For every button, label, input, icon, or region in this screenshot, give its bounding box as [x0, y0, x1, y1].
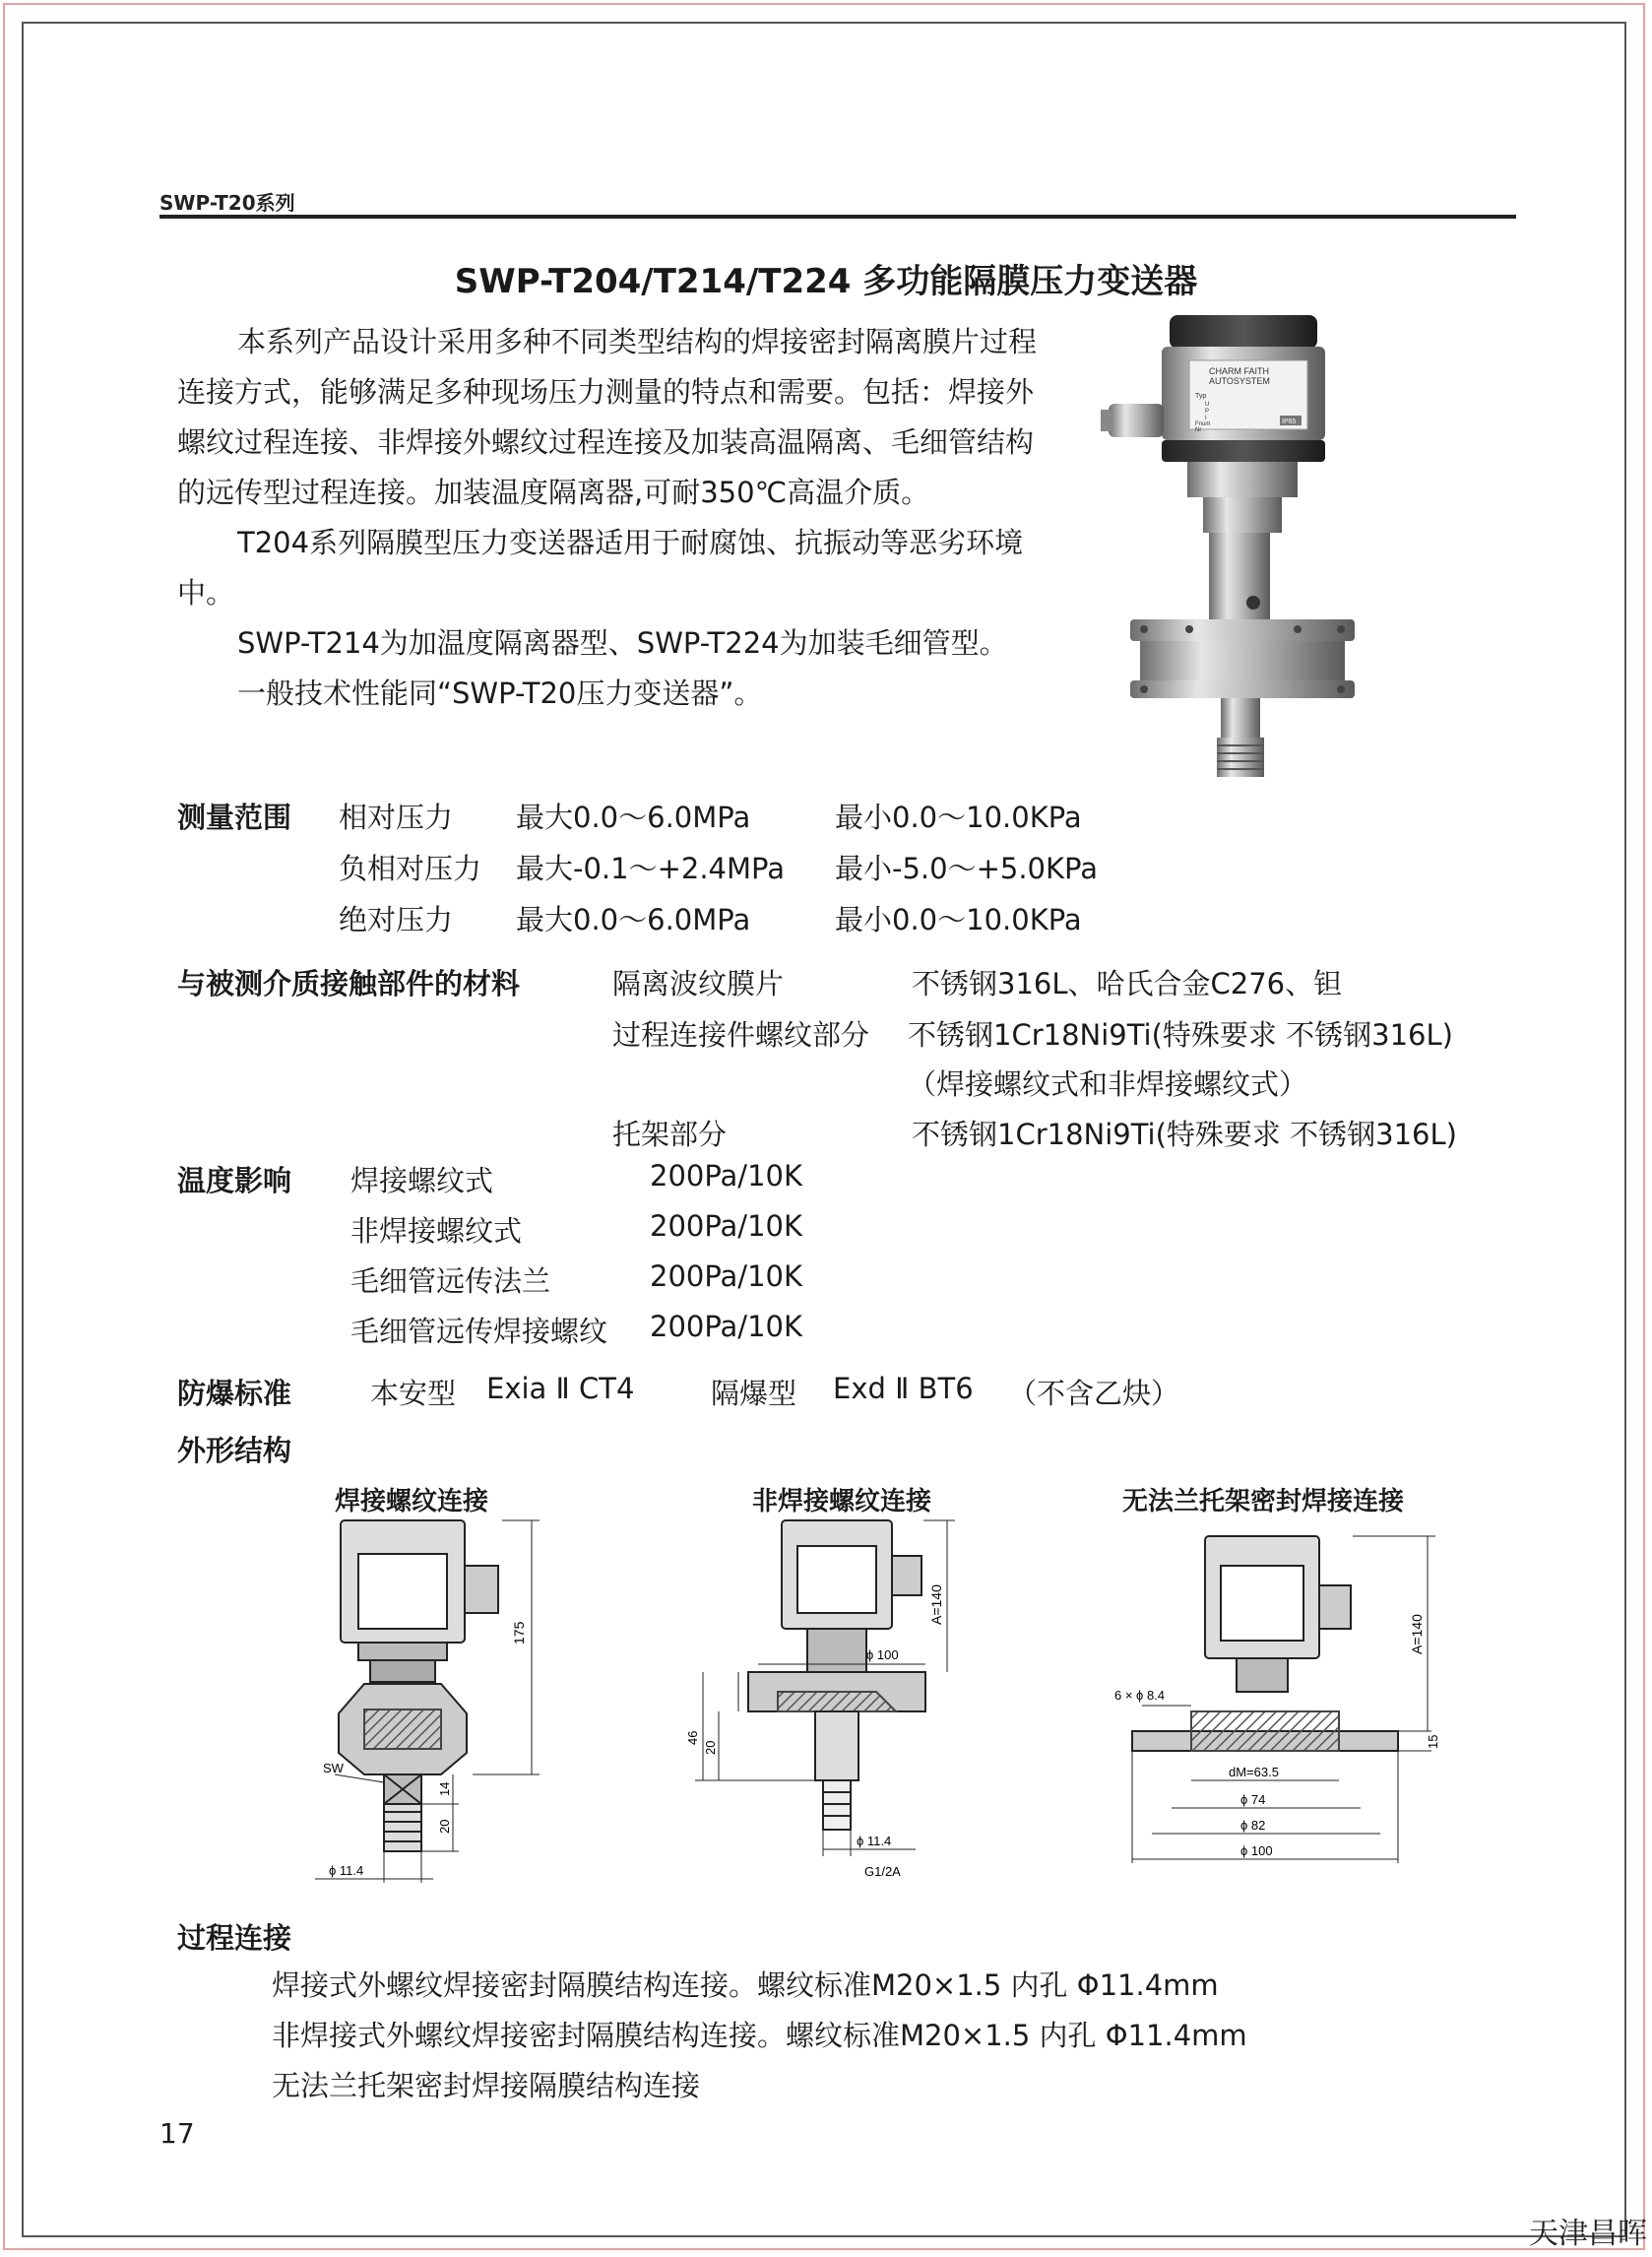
intro-paragraph-1: 本系列产品设计采用多种不同类型结构的焊接密封隔离膜片过程连接方式，能够满足多种现场压力测量的特点和需要。包括：焊接外螺纹过程连接、非焊接外螺纹过程连接及加装高温隔离、毛细管结构的远传型过程连接。加装温度隔离器,可耐350℃高温介质。: [177, 325, 1038, 509]
materials-thread-value: 不锈钢1Cr18Ni9Ti(特殊要求 不锈钢316L): [908, 1018, 1453, 1052]
explosion-flameproof-label: 隔爆型: [711, 1377, 797, 1410]
diagram-2-dim-d100: ϕ 100: [866, 1647, 899, 1662]
diagram-3-title: 无法兰托架密封焊接连接: [1122, 1487, 1405, 1516]
diagram-1-dim-height: 175: [511, 1621, 527, 1644]
diagram-1-title: 焊接螺纹连接: [335, 1487, 489, 1516]
measure-row-2-name: 负相对压力: [339, 852, 482, 885]
corner-watermark-text: 天津昌晖: [1529, 2217, 1647, 2251]
shape-heading: 外形结构: [177, 1434, 292, 1467]
temperature-row-3-name: 毛细管远传法兰: [350, 1264, 551, 1298]
temperature-heading: 温度影响: [177, 1164, 292, 1197]
diagram-2-dim-46: 46: [685, 1730, 700, 1745]
explosion-heading: 防爆标准: [177, 1377, 292, 1410]
explosion-note: （不含乙炔）: [1008, 1377, 1180, 1410]
temperature-row-2-value: 200Pa/10K: [650, 1209, 802, 1243]
explosion-intrinsic-value: Exia Ⅱ CT4: [486, 1372, 635, 1405]
diagram-2-dim-thread: G1/2A: [864, 1864, 901, 1879]
materials-thread-label: 过程连接件螺纹部分: [612, 1018, 870, 1052]
diagram-3-dim-holes: 6 × ϕ 8.4: [1114, 1688, 1166, 1703]
diagram-3-drawing: [1103, 1516, 1457, 1891]
temperature-row-4-name: 毛细管远传焊接螺纹: [350, 1315, 608, 1348]
temperature-row-2-name: 非焊接螺纹式: [350, 1214, 523, 1248]
measure-row-3-max: 最大0.0～6.0MPa: [516, 903, 751, 936]
diagram-1-drawing: [315, 1516, 571, 1891]
photo-label-fnum: Fnum: [1195, 421, 1211, 427]
measure-row-3-name: 绝对压力: [339, 903, 454, 936]
process-line-3: 无法兰托架密封焊接隔膜结构连接: [272, 2069, 701, 2102]
diagram-2-drawing: [679, 1516, 994, 1891]
diagram-1-dim-20: 20: [437, 1819, 452, 1834]
temperature-row-1-value: 200Pa/10K: [650, 1159, 802, 1193]
diagram-1-dim-14: 14: [437, 1781, 452, 1796]
diagram-1-dim-sw: SW: [323, 1761, 344, 1775]
intro-paragraph-3: SWP-T214为加温度隔离器型、SWP-T224为加装毛细管型。: [237, 626, 1008, 660]
materials-diaphragm-value: 不锈钢316L、哈氏合金C276、钽: [912, 967, 1343, 1000]
intro-paragraph-2: T204系列隔膜型压力变送器适用于耐腐蚀、抗振动等恶劣环境中。: [177, 526, 1024, 610]
process-heading: 过程连接: [177, 1921, 292, 1955]
diagram-1-dim-bore: ϕ 11.4: [329, 1863, 364, 1878]
materials-diaphragm-label: 隔离波纹膜片: [612, 967, 785, 1000]
photo-label-i: I: [1205, 416, 1207, 421]
temperature-row-4-value: 200Pa/10K: [650, 1310, 802, 1343]
measure-row-3-min: 最小0.0～10.0KPa: [835, 903, 1082, 936]
photo-brand-line2: AUTOSYSTEM: [1209, 376, 1270, 386]
measure-heading: 测量范围: [177, 801, 292, 834]
diagram-2-title: 非焊接螺纹连接: [752, 1487, 932, 1516]
page-title: SWP-T204/T214/T224 多功能隔膜压力变送器: [454, 262, 1198, 301]
explosion-flameproof-value: Exd Ⅱ BT6: [833, 1372, 974, 1405]
temperature-row-3-value: 200Pa/10K: [650, 1259, 802, 1293]
diagram-3-dim-height: A=140: [1409, 1614, 1425, 1654]
diagram-3-dim-15: 15: [1426, 1734, 1440, 1749]
header-rule: [159, 215, 1516, 219]
process-line-2: 非焊接式外螺纹焊接密封隔膜结构连接。螺纹标准M20×1.5 内孔 Φ11.4mm: [272, 2019, 1247, 2052]
photo-brand-line1: CHARM FAITH: [1209, 366, 1270, 376]
diagram-3-dim-dm: dM=63.5: [1229, 1765, 1279, 1779]
page-number: 17: [159, 2117, 195, 2150]
measure-row-1-name: 相对压力: [339, 801, 454, 834]
photo-badge: IP65: [1282, 419, 1297, 425]
measure-row-2-min: 最小-5.0～+5.0KPa: [835, 852, 1098, 885]
process-line-1: 焊接式外螺纹焊接密封隔膜结构连接。螺纹标准M20×1.5 内孔 Φ11.4mm: [272, 1968, 1219, 2002]
measure-row-1-max: 最大0.0～6.0MPa: [516, 801, 751, 834]
series-header: SWP-T20系列: [159, 191, 295, 215]
materials-bracket-value: 不锈钢1Cr18Ni9Ti(特殊要求 不锈钢316L): [912, 1118, 1457, 1151]
diagram-2-dim-bore: ϕ 11.4: [857, 1834, 892, 1848]
temperature-row-1-name: 焊接螺纹式: [350, 1164, 494, 1197]
intro-paragraph-4: 一般技术性能同“SWP-T20压力变送器”。: [237, 677, 763, 710]
diagram-2-dim-20: 20: [703, 1740, 718, 1755]
intro-text: [177, 317, 1044, 719]
measure-row-1-min: 最小0.0～10.0KPa: [835, 801, 1082, 834]
photo-label-u: U: [1205, 402, 1210, 408]
diagram-3-dim-74: ϕ 74: [1240, 1792, 1266, 1807]
materials-bracket-label: 托架部分: [612, 1118, 728, 1151]
diagram-3-dim-100: ϕ 100: [1240, 1843, 1273, 1858]
measure-row-2-max: 最大-0.1～+2.4MPa: [516, 852, 785, 885]
materials-thread-note: （焊接螺纹式和非焊接螺纹式）: [908, 1067, 1308, 1101]
photo-label-typ: Typ: [1195, 393, 1207, 400]
diagram-2-dim-height: A=140: [928, 1584, 944, 1625]
explosion-intrinsic-label: 本安型: [370, 1377, 457, 1410]
product-photo: [1101, 307, 1368, 782]
diagram-3-dim-82: ϕ 82: [1240, 1818, 1266, 1833]
photo-label-n: Nr: [1195, 427, 1202, 433]
photo-label-p: P: [1205, 409, 1210, 415]
materials-heading: 与被测介质接触部件的材料: [177, 967, 521, 1000]
